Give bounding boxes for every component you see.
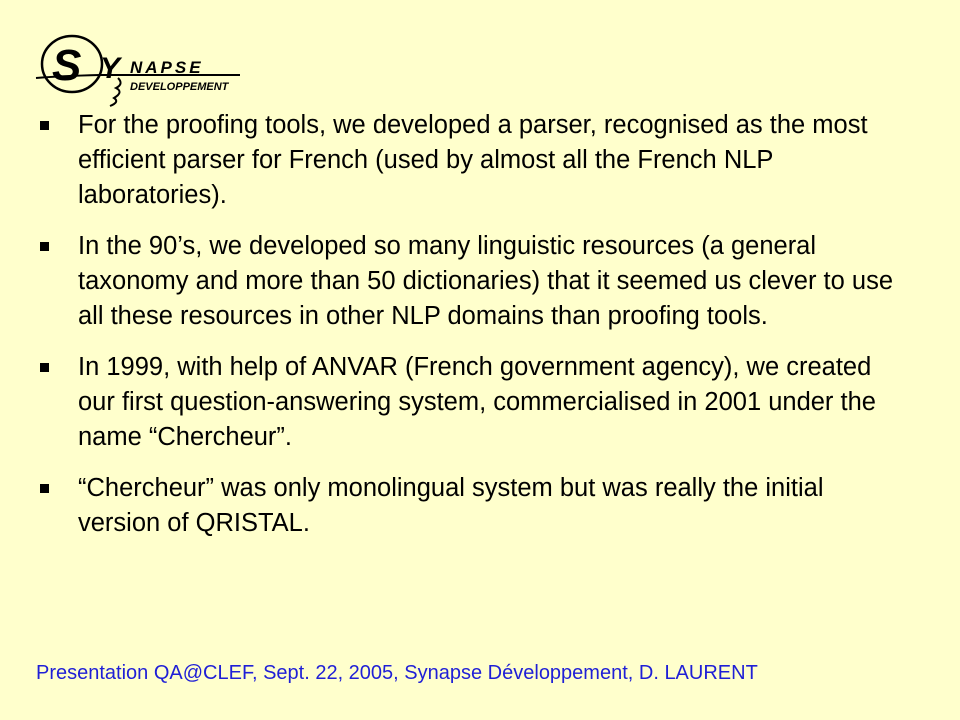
square-bullet-icon <box>40 363 49 372</box>
bullet-item <box>38 108 908 213</box>
bullet-text: In 1999, with help of ANVAR (French government agency), we created our first question-answering system, commercialised in 2001 under the name “Chercheur”. <box>78 353 876 451</box>
synapse-logo-graphic <box>30 28 260 108</box>
footer-text: Presentation QA@CLEF, Sept. 22, 2005, Synapse Développement, D. LAURENT <box>36 662 758 684</box>
bullet-item <box>38 350 908 455</box>
logo-brand-text: NAPSE <box>130 58 204 77</box>
bullet-list <box>38 108 908 557</box>
square-bullet-icon <box>40 242 49 251</box>
logo-initial-s: S <box>52 41 82 90</box>
bullet-text: In the 90’s, we developed so many linguistic resources (a general taxonomy and more than 50 dictionaries) that it seemed us clever to use all these resources in other NLP domains than proofing tools. <box>78 232 894 330</box>
synapse-logo <box>30 28 260 108</box>
bullet-item <box>38 471 908 541</box>
bullet-text: “Chercheur” was only monolingual system but was really the initial version of QRISTAL. <box>78 474 824 537</box>
logo-initial-y: Y <box>100 52 121 85</box>
logo-subtitle-text: DEVELOPPEMENT <box>130 81 229 93</box>
bullet-text: For the proofing tools, we developed a parser, recognised as the most efficient parser for French (used by almost all the French NLP laboratories). <box>78 111 868 209</box>
bullet-item <box>38 229 908 334</box>
square-bullet-icon <box>40 484 49 493</box>
square-bullet-icon <box>40 121 49 130</box>
